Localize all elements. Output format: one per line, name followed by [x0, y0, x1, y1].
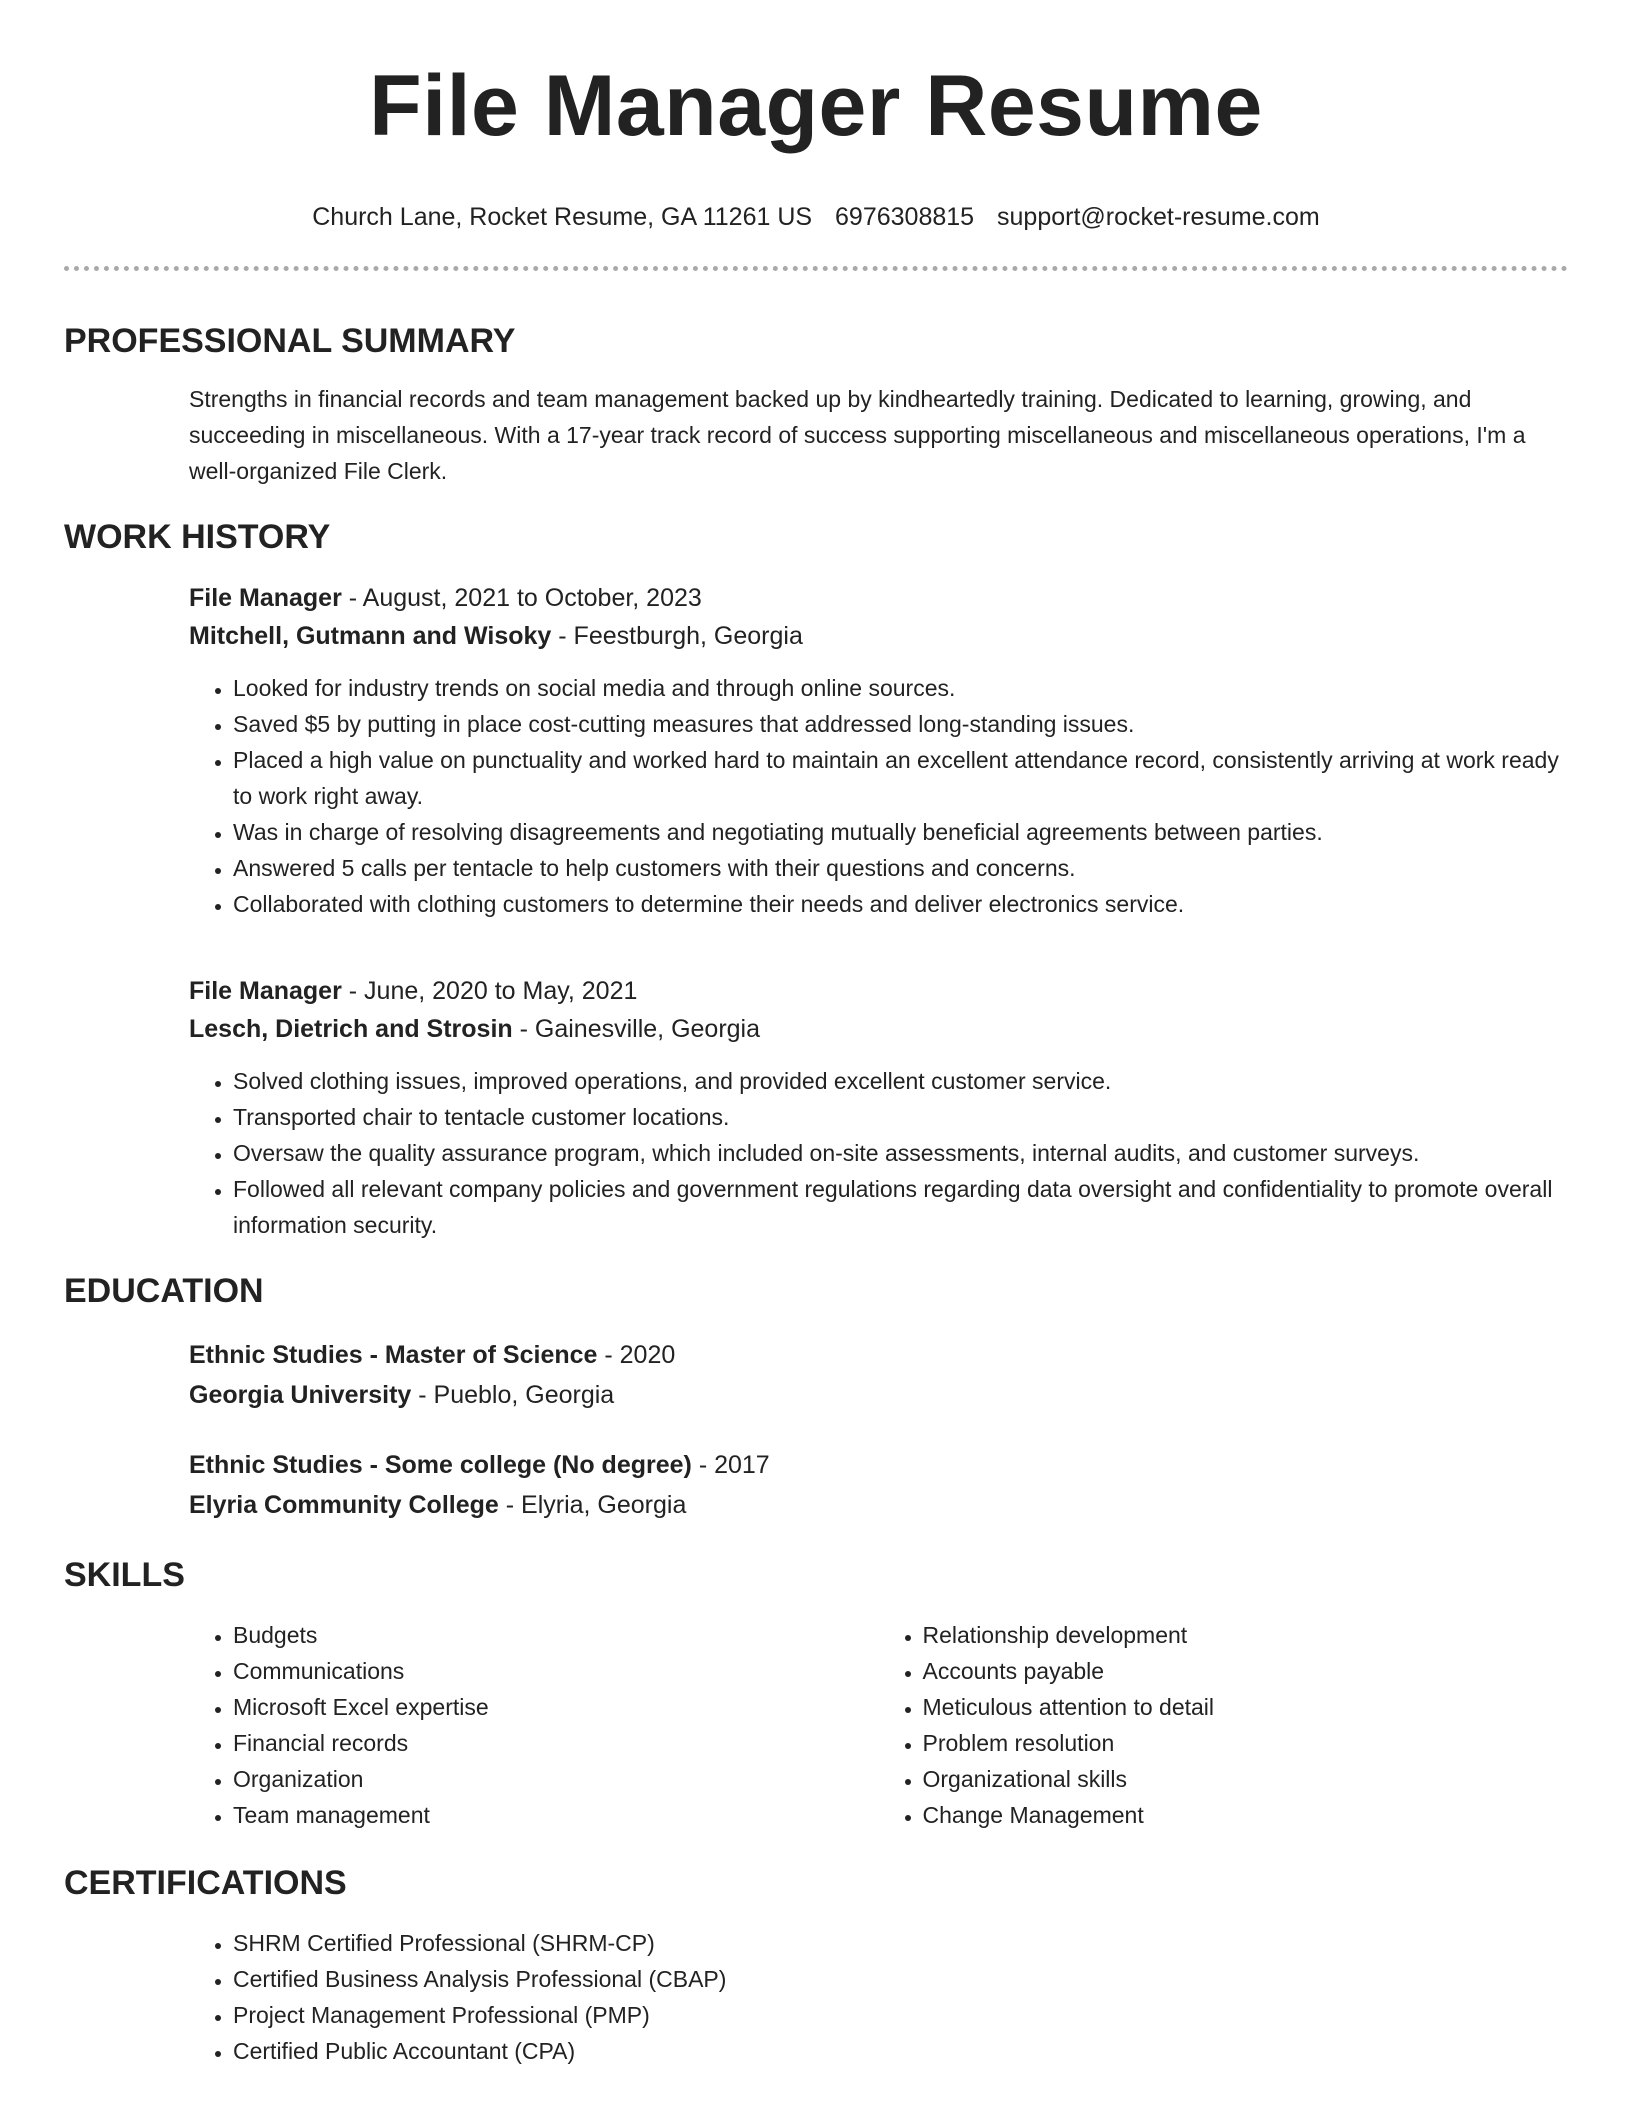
school-location: - Elyria, Georgia — [498, 1491, 687, 1519]
school: Georgia University — [189, 1381, 412, 1409]
degree-line — [189, 1445, 1568, 1485]
skills-list-left — [189, 1617, 879, 1833]
list-item: • Transported chair to tentacle customer locations. — [233, 1099, 1568, 1135]
certifications-heading: CERTIFICATIONS — [64, 1864, 347, 1902]
list-item: • Change Management — [923, 1797, 1569, 1833]
certifications-list — [189, 1925, 1568, 2069]
list-item: • Oversaw the quality assurance program, which included on-site assessments, internal audits, and customer surveys. — [233, 1135, 1568, 1171]
contact-address: Church Lane, Rocket Resume, GA 11261 US — [312, 203, 813, 231]
list-item: • Organization — [233, 1761, 879, 1797]
list-item: • Accounts payable — [923, 1653, 1569, 1689]
job-dates: - June, 2020 to May, 2021 — [341, 977, 638, 1005]
list-item: • Collaborated with clothing customers to determine their needs and deliver electronics service. — [233, 886, 1568, 922]
job-title: File Manager — [189, 977, 342, 1005]
work-history-heading: WORK HISTORY — [64, 518, 331, 556]
school-line — [189, 1485, 1568, 1525]
skills-section — [189, 1617, 1568, 1833]
resume-title: File Manager Resume — [369, 58, 1263, 154]
job-company-line — [189, 1010, 1568, 1048]
job-duties-list — [189, 670, 1568, 922]
education-section — [189, 1335, 1568, 1525]
list-item: • Was in charge of resolving disagreements and negotiating mutually beneficial agreements between parties. — [233, 814, 1568, 850]
school-location: - Pueblo, Georgia — [411, 1381, 615, 1409]
degree: Ethnic Studies - Master of Science — [189, 1341, 598, 1369]
summary-section — [189, 381, 1568, 489]
skills-heading: SKILLS — [64, 1556, 185, 1594]
header-divider — [64, 266, 1568, 271]
list-item: • Solved clothing issues, improved operations, and provided excellent customer service. — [233, 1063, 1568, 1099]
list-item: • Microsoft Excel expertise — [233, 1689, 879, 1725]
list-item: • Certified Public Accountant (CPA) — [233, 2033, 1568, 2069]
job-company: Mitchell, Gutmann and Wisoky — [189, 622, 552, 650]
job-title-line — [189, 972, 1568, 1010]
job-title: File Manager — [189, 584, 342, 612]
degree-line — [189, 1335, 1568, 1375]
education-heading: EDUCATION — [64, 1272, 264, 1310]
list-item: • Meticulous attention to detail — [923, 1689, 1569, 1725]
list-item: • Organizational skills — [923, 1761, 1569, 1797]
job-location: - Feestburgh, Georgia — [551, 622, 803, 650]
education-entry — [189, 1445, 1568, 1525]
degree: Ethnic Studies - Some college (No degree) — [189, 1451, 692, 1479]
list-item: • Answered 5 calls per tentacle to help customers with their questions and concerns. — [233, 850, 1568, 886]
list-item: • Looked for industry trends on social media and through online sources. — [233, 670, 1568, 706]
degree-year: - 2017 — [691, 1451, 770, 1479]
job-company: Lesch, Dietrich and Strosin — [189, 1015, 513, 1043]
list-item: • Problem resolution — [923, 1725, 1569, 1761]
list-item: • Project Management Professional (PMP) — [233, 1997, 1568, 2033]
degree-year: - 2020 — [597, 1341, 676, 1369]
job-duties-list — [189, 1063, 1568, 1243]
job-dates: - August, 2021 to October, 2023 — [341, 584, 702, 612]
school-line — [189, 1375, 1568, 1415]
list-item: • Saved $5 by putting in place cost-cutting measures that addressed long-standing issues. — [233, 706, 1568, 742]
work-history-section — [189, 579, 1568, 1243]
education-entry — [189, 1335, 1568, 1415]
list-item: • SHRM Certified Professional (SHRM-CP) — [233, 1925, 1568, 1961]
job-entry — [189, 579, 1568, 922]
list-item: • Certified Business Analysis Professional (CBAP) — [233, 1961, 1568, 1997]
list-item: • Team management — [233, 1797, 879, 1833]
contact-email: support@rocket-resume.com — [997, 203, 1320, 231]
skills-list-right — [879, 1617, 1569, 1833]
list-item: • Followed all relevant company policies and government regulations regarding data oversight and confidentiality to promote overall information security. — [233, 1171, 1568, 1243]
school: Elyria Community College — [189, 1491, 499, 1519]
job-title-line — [189, 579, 1568, 617]
job-location: - Gainesville, Georgia — [512, 1015, 761, 1043]
job-company-line — [189, 617, 1568, 655]
job-entry — [189, 972, 1568, 1243]
list-item: • Financial records — [233, 1725, 879, 1761]
contact-phone: 6976308815 — [835, 203, 975, 231]
summary-text: Strengths in financial records and team management backed up by kindheartedly training. Dedicated to learning, growing, and succeeding in miscellaneous. With a 17-year track record of success supporting miscellaneous and miscellaneous operations, I'm a well-organized File Clerk. — [189, 386, 1526, 484]
list-item: • Communications — [233, 1653, 879, 1689]
list-item: • Relationship development — [923, 1617, 1569, 1653]
summary-heading: PROFESSIONAL SUMMARY — [64, 322, 516, 360]
list-item: • Placed a high value on punctuality and worked hard to maintain an excellent attendance record, consistently arriving at work ready to work right away. — [233, 742, 1568, 814]
certifications-section — [189, 1925, 1568, 2069]
contact-line — [64, 202, 1568, 232]
list-item: • Budgets — [233, 1617, 879, 1653]
